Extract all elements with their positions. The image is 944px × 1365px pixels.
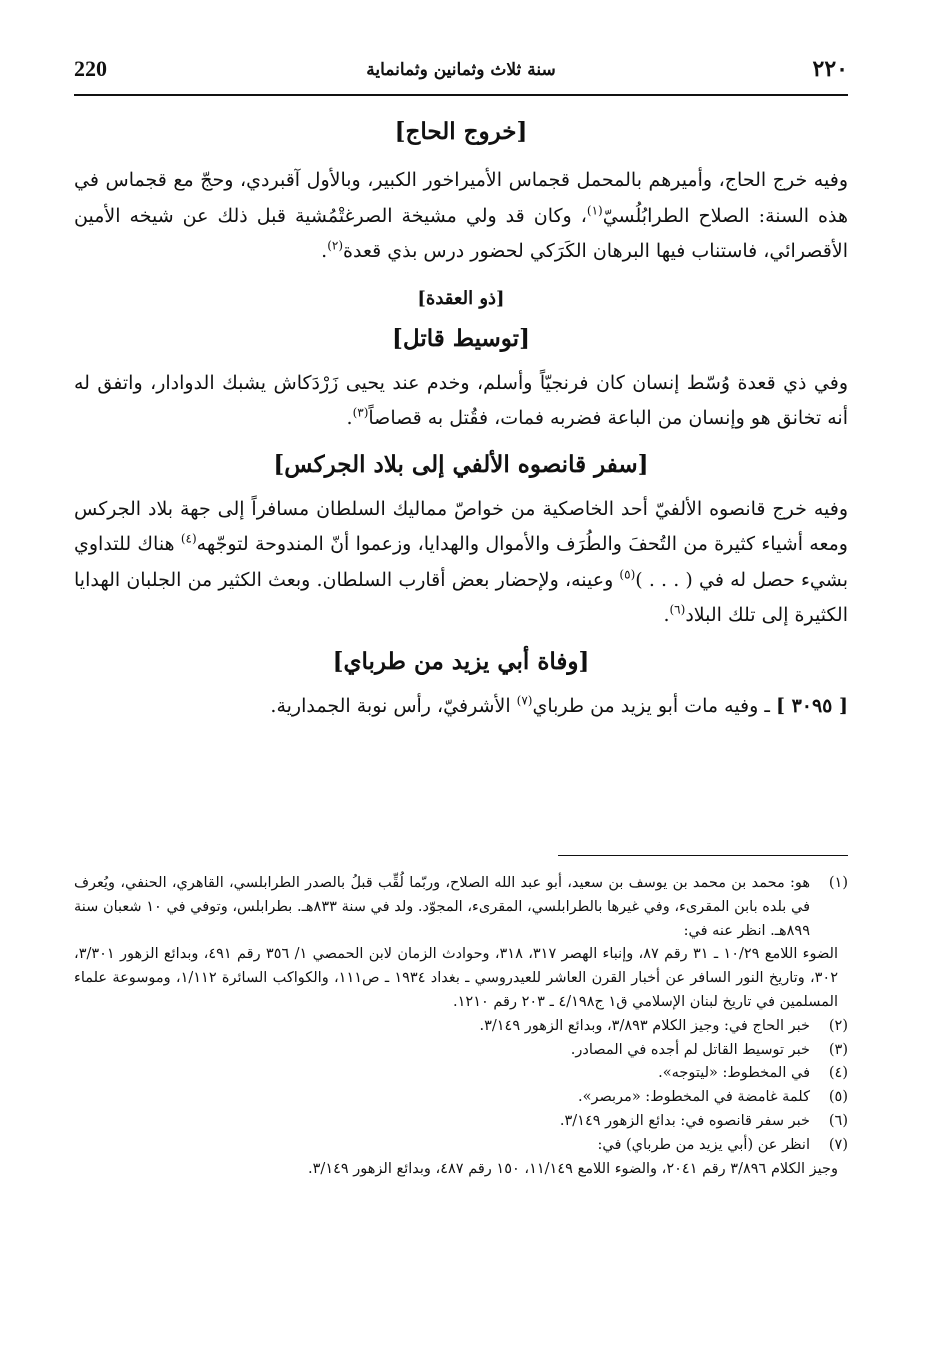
footnote-1 bbox=[74, 872, 848, 943]
footnote-5 bbox=[74, 1086, 848, 1110]
footnote-ref-3[interactable]: (٣) bbox=[352, 405, 369, 420]
footnote-4 bbox=[74, 1062, 848, 1086]
footnote-number: (٥) bbox=[828, 1089, 848, 1106]
paragraph-execution: وفي ذي قعدة وُسّط إنسان كان فرنجيّاً وأسلم، وخدم عند يحيى زَرْدَكاش يشبك الدوادار، واتفق له أنه تخانق هو وإنسان من الباعة فضربه فمات، فقُتل به قصاصاً$^{(٣)}$. bbox=[74, 371, 848, 429]
footnote-ref-1[interactable]: (١) bbox=[586, 203, 603, 218]
footnote-ref-7[interactable]: (٧) bbox=[516, 693, 533, 708]
footnote-ref-6[interactable]: (٦) bbox=[669, 602, 686, 617]
footnotes bbox=[74, 872, 848, 1181]
footnote-6 bbox=[74, 1110, 848, 1134]
section-heading-journey: [سفر قانصوه الألفي إلى بلاد الجركس] bbox=[273, 450, 649, 478]
footnote-text: في المخطوط: «ليتوجه». bbox=[658, 1065, 810, 1082]
footnote-ref-4[interactable]: (٤) bbox=[180, 531, 197, 546]
footnote-text: خبر توسيط القاتل لم أجده في المصادر. bbox=[570, 1041, 810, 1058]
section-heading-death: [وفاة أبي يزيد من طرباي] bbox=[332, 647, 590, 675]
footnote-text: انظر عن (أبي يزيد من طرباي) في: bbox=[597, 1136, 810, 1153]
footnote-number: (١) bbox=[828, 875, 848, 891]
paragraph-pilgrims: وفيه خرج الحاج، وأميرهم بالمحمل قجماس الأميراخور الكبير، وبالأول آقبردي، وحجّ مع قجماس في هذه السنة: الصلاح الطرابُلُسيّ$^{(١)}$، وكان قد ولي مشيخة الصرغتْمُشية قبل ذلك عن شيخه الأمين الأقصرائي، فاستناب فيها البرهان الكَرَكي لحضور درس بذي قعدة$^{(٢)}$. bbox=[74, 169, 848, 262]
page-number-latin: 220 bbox=[74, 56, 107, 81]
footnote-3 bbox=[74, 1039, 848, 1063]
footnote-7-continuation: وجيز الكلام ٣/٨٩٦ رقم ٢٠٤١، والضوء اللامع ١١/١٤٩، ١٥٠ رقم ٤٨٧، وبدائع الزهور ٣/١٤٩. bbox=[308, 1160, 838, 1177]
footnote-7 bbox=[74, 1134, 848, 1158]
footnote-text: خبر سفر قانصوه في: بدائع الزهور ٣/١٤٩. bbox=[559, 1112, 810, 1129]
entry-number: [ ٣٠٩٥ ] bbox=[775, 694, 848, 717]
footnote-text: هو: محمد بن محمد بن يوسف بن سعيد، أبو عبد الله الصلاح، وربّما لُقِّب قبلُ بالصدر الطرابلسي، القاهري، الحنفي، ويُعرف في بلده بابن المقرىء، وفي غيرها بالطرابلسي، المقرىء، المجوّد. ولد في سنة ٨٣٣هـ. بطرابلس، وتوفي في ١٠ شعبان سنة ٨٩٩هـ. انظر عنه في: bbox=[74, 875, 811, 939]
footnote-1-continuation: الضوء اللامع ١٠/٢٩ ـ ٣١ رقم ٨٧، وإنباء الهصر ٣١٧، ٣١٨، وحوادث الزمان لابن الحمصي ١/ ٣٥٦ رقم ٤٩١، وبدائع الزهور ٣/٣٠١، ٣٠٢، وتاريخ النور السافر عن أخبار القرن العاشر للعيدروسي ـ بغداد ١٩٣٤ ـ ص١١١، والكواكب السائرة ١/١١٢، وموسوعة علماء المسلمين في تاريخ لبنان الإسلامي ق١ ج٤/١٩٨ ـ ٢٠٣ رقم ١٢١٠. bbox=[74, 946, 839, 1010]
section-heading-execution: [توسيط قاتل] bbox=[392, 324, 530, 352]
footnote-number: (٧) bbox=[828, 1136, 848, 1153]
month-heading: [ذو العقدة] bbox=[417, 287, 505, 309]
footnote-number: (٦) bbox=[828, 1112, 848, 1129]
footnote-ref-2[interactable]: (٢) bbox=[327, 238, 344, 253]
footnote-separator bbox=[558, 855, 848, 856]
paragraph-journey: وفيه خرج قانصوه الألفيّ أحد الخاصكية من خواصّ مماليك السلطان مسافراً إلى جهة بلاد الجركس ومعه أشياء كثيرة من التُحفَ والطُرَف والأموال والهدايا، وزعموا أنّ المندوحة لتوجّهه$^{(٤)}$ هناك للتداوي بشيء حصل له في ( . . . )$^{(٥)}$ وعينه، ولإحضار بعض أقارب السلطان. وبعث الكثير من الجلبان الهدايا الكثيرة إلى تلك البلاد$^{(٦)}$. bbox=[74, 497, 848, 626]
footnote-number: (٤) bbox=[828, 1065, 848, 1082]
footnote-text: خبر الحاج في: وجيز الكلام ٣/٨٩٣، وبدائع الزهور ٣/١٤٩. bbox=[479, 1017, 810, 1034]
main-text bbox=[74, 112, 848, 724]
section-heading-pilgrims: [خروج الحاج] bbox=[394, 118, 528, 145]
footnote-number: (٣) bbox=[828, 1041, 848, 1058]
paragraph-death: [ ٣٠٩٥ ] ـ وفيه مات أبو يزيد من طرباي$^{(٧)}$ الأشرفيّ، رأس نوبة الجمدارية. bbox=[270, 693, 848, 717]
page-number-arabic: ٢٢٠ bbox=[812, 56, 848, 82]
footnote-2 bbox=[74, 1015, 848, 1039]
page-header bbox=[74, 56, 848, 96]
footnote-text: كلمة غامضة في المخطوط: «مربصر». bbox=[577, 1089, 810, 1106]
footnote-number: (٢) bbox=[828, 1017, 848, 1034]
running-title: سنة ثلاث وثمانين وثمانماية bbox=[366, 60, 556, 80]
footnote-ref-5[interactable]: (٥) bbox=[619, 567, 636, 582]
